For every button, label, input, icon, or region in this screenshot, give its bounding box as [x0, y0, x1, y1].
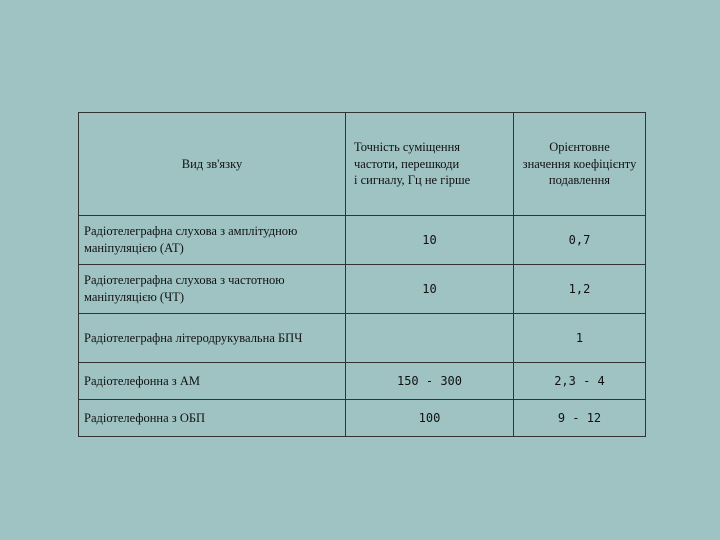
row-coefficient: 2,3 - 4 — [514, 363, 646, 400]
header-precision — [346, 113, 514, 216]
row-communication-type: Радіотелеграфна літеродрукувальна БПЧ — [79, 314, 346, 363]
row-coefficient: 1,2 — [514, 265, 646, 314]
row-precision: 150 - 300 — [346, 363, 514, 400]
table-row — [79, 363, 646, 400]
table-row — [79, 400, 646, 437]
header-coef-line: подавлення — [548, 173, 611, 188]
row-communication-type: Радіотелеграфна слухова з амплітудною маніпуляцією (АТ) — [79, 216, 346, 265]
row-precision: 10 — [346, 265, 514, 314]
row-communication-type: Радіотелефонна з ОБП — [79, 400, 346, 437]
data-table — [78, 112, 646, 437]
header-suppression-coefficient — [514, 113, 646, 216]
header-precision-line: Точність суміщення — [354, 139, 461, 154]
header-coef-line: Орієнтовне — [549, 139, 610, 154]
data-table-container — [78, 112, 646, 437]
row-coefficient: 1 — [514, 314, 646, 363]
table-row — [79, 265, 646, 314]
header-precision-line: і сигналу, Гц не гірше — [354, 173, 471, 188]
table-row — [79, 314, 646, 363]
row-coefficient: 9 - 12 — [514, 400, 646, 437]
row-coefficient: 0,7 — [514, 216, 646, 265]
header-communication-type: Вид зв'язку — [79, 113, 346, 216]
table-row — [79, 216, 646, 265]
row-communication-type: Радіотелефонна з АМ — [79, 363, 346, 400]
row-communication-type: Радіотелеграфна слухова з частотною маніпуляцією (ЧТ) — [79, 265, 346, 314]
row-precision: 100 — [346, 400, 514, 437]
header-row — [79, 113, 646, 216]
header-precision-line: частоти, перешкоди — [354, 156, 460, 171]
row-precision — [346, 314, 514, 363]
row-precision: 10 — [346, 216, 514, 265]
header-coef-line: значення коефіцієнту — [522, 156, 637, 171]
